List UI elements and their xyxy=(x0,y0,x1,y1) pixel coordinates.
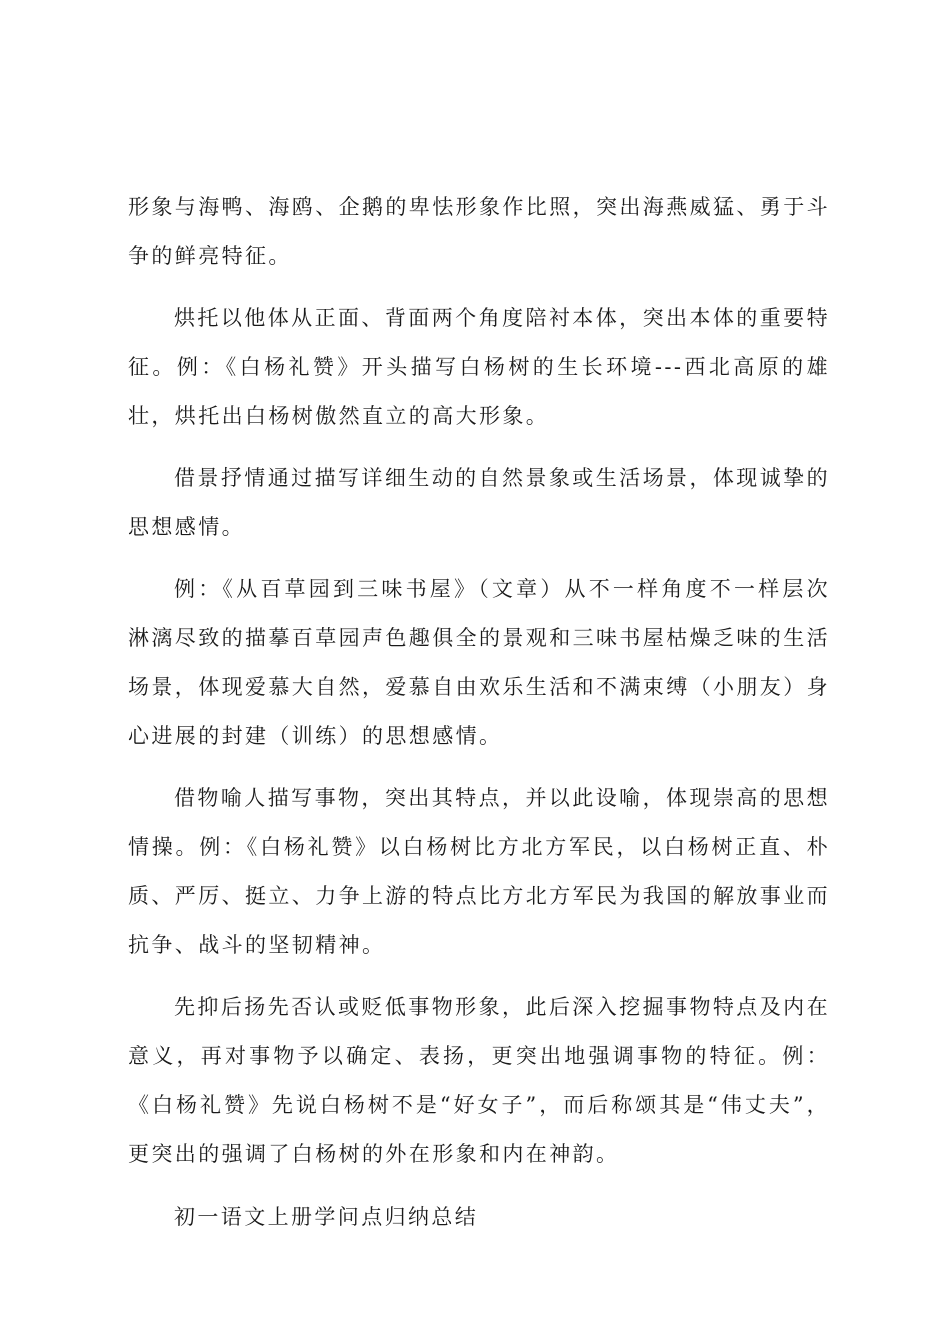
section-heading: 初一语文上册学问点归纳总结 xyxy=(174,1205,479,1229)
paragraph-example-baicaoyuan: 例：《从百草园到三味书屋》（文章）从不一样角度不一样层次淋漓尽致的描摹百草园声色趣俱全的景观和三味书屋枯燥乏味的生活场景，体现爱慕大自然，爱慕自由欢乐生活和不满束缚（小朋友）身心进展的封建（训练）的思想感情。 xyxy=(128,577,830,748)
document-body xyxy=(128,183,830,1242)
paragraph-continuation: 形象与海鸭、海鸥、企鹅的卑怯形象作比照，突出海燕威猛、勇于斗争的鲜亮特征。 xyxy=(128,195,830,268)
paragraph-contrast-technique: 烘托以他体从正面、背面两个角度陪衬本体，突出本体的重要特征。例：《白杨礼赞》开头描写白杨树的生长环境---西北高原的雄壮，烘托出白杨树傲然直立的高大形象。 xyxy=(128,306,830,428)
paragraph-scenery-emotion: 借景抒情通过描写详细生动的自然景象或生活场景，体现诚挚的思想感情。 xyxy=(128,466,830,539)
paragraph-suppress-then-praise: 先抑后扬先否认或贬低事物形象，此后深入挖掘事物特点及内在意义，再对事物予以确定、表扬，更突出地强调事物的特征。例：《白杨礼赞》先说白杨树不是“好女子”，而后称颂其是“伟丈夫”，更突出的强调了白杨树的外在形象和内在神韵。 xyxy=(128,995,830,1166)
paragraph-object-metaphor: 借物喻人描写事物，突出其特点，并以此设喻，体现崇高的思想情操。例：《白杨礼赞》以白杨树比方北方军民，以白杨树正直、朴质、严厉、挺立、力争上游的特点比方北方军民为我国的解放事业而抗争、战斗的坚韧精神。 xyxy=(128,786,830,957)
